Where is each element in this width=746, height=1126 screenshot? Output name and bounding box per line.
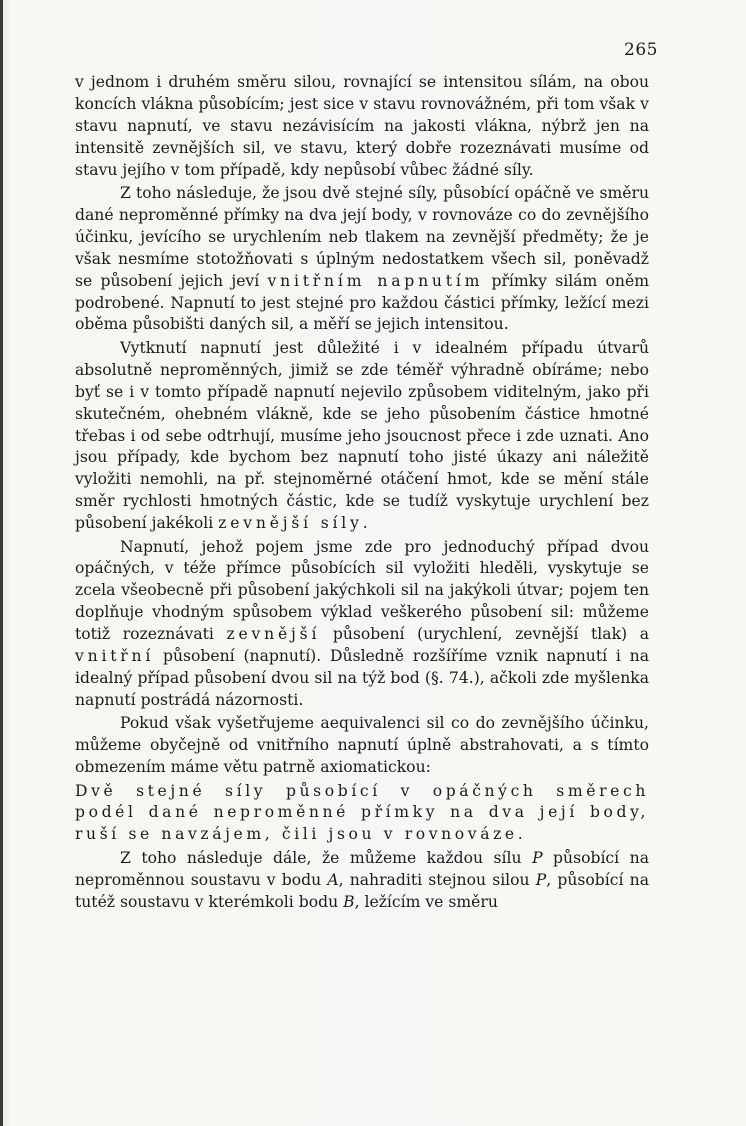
paragraph-6-text-d: , působící na tutéž soustavu v kterémkoli bodu xyxy=(75,870,649,911)
spaced-term-external-force: zevnější síly xyxy=(218,514,363,533)
paragraph-4 xyxy=(75,537,649,712)
paragraph-4-text-b: působení (urychlení, zevnější tlak) a xyxy=(320,625,649,644)
symbol-p: P xyxy=(532,848,543,867)
paragraph-5: Pokud však vyšetřujeme aequivalenci sil co do zevnějšího účinku, můžeme obyčejně od vnitřního napnutí úplně abstrahovati, a s tímto obmezením máme větu patrně axiomatickou: xyxy=(75,714,649,777)
symbol-a: A xyxy=(327,870,339,889)
page-number: 265 xyxy=(624,40,658,60)
spaced-term-external: zevnější xyxy=(226,625,321,644)
body-text xyxy=(75,72,649,913)
spaced-term-internal-tension: vnitřním napnutím xyxy=(267,271,484,290)
page-edge xyxy=(0,0,3,1126)
paragraph-6-text-a: Z toho následuje dále, že můžeme každou sílu xyxy=(120,848,533,867)
paragraph-4-text-a: Napnutí, jehož pojem jsme zde pro jednoduchý případ dvou opáčných, v téže přímce působících sil vyložiti hleděli, vyskytuje se zcela všeobecně při působení jakýchkoli sil na jakýkoli útvar; pojem ten doplňuje vhodným spůsobem výklad veškerého působení sil: můžeme totiž rozeznávati xyxy=(75,537,649,644)
paragraph-3-text-a: Vytknutí napnutí jest důležité i v idealném případu útvarů absolutně neproměnných, jimiž se zde téměř výhradně obíráme; nebo byť se i v tomto případě napnutí nejevilo způsobem viditelným, jako při skutečném, ohebném vlákně, kde se jeho působením částice hmotné třebas i od sebe odtrhují, musíme jeho jsoucnost přece i zde uznati. Ano jsou případy, kde bychom bez napnutí toho jisté úkazy ani náležitě vyložiti nemohli, na př. stejnoměrné otáčení hmot, kde se mění stále směr rychlosti hmotných částic, kde se tudíž vyskytuje urychlení bez působení jakékoli xyxy=(75,338,649,533)
paragraph-6-text-b: působící na neproměnnou soustavu v bodu xyxy=(75,848,649,889)
axiom-text: Dvě stejné síly působící v opáčných směrech podél dané neproměnné přímky na dva její body, ruší se navzájem, čili jsou v rovnováze. xyxy=(75,781,649,844)
paragraph-3-text-b: . xyxy=(362,514,368,533)
paragraph-4-text-c: působení (napnutí). Důsledně rozšíříme vznik napnutí i na idealný případ působení dvou sil na týž bod (§. 74.), ačkoli zde myšlenka napnutí postrádá názornosti. xyxy=(75,647,649,709)
paragraph-6 xyxy=(75,848,649,914)
paragraph-3 xyxy=(75,338,649,535)
paragraph-6-text-c: , nahraditi stejnou silou xyxy=(338,870,536,889)
paragraph-6-text-e: , ležícím ve směru xyxy=(354,892,498,911)
symbol-p-2: P xyxy=(535,870,547,889)
symbol-b: B xyxy=(343,892,355,911)
paragraph-2 xyxy=(75,183,649,336)
spaced-term-internal: vnitřní xyxy=(75,647,155,666)
paragraph-2-text-a: Z toho následuje, že jsou dvě stejné síly, působící opáčně ve směru dané neproměnné přímky na dva její body, v rovnováze co do zevnějšího účinku, jevícího se urychlením neb tlakem na zevnější předměty; že je však nesmíme stotožňovati s úplným nedostatkem všech sil, poněvadž se působení jejich jeví xyxy=(75,184,649,290)
paragraph-1: v jednom i druhém směru silou, rovnající se intensitou sílám, na obou koncích vlákna působícím; jest sice v stavu rovnovážném, při tom však v stavu napnutí, ve stavu nezávisícím na jakosti vlákna, nýbrž jen na intensitě zevnějších sil, ve stavu, který dobře rozeznávati musíme od stavu jejího v tom případě, kdy nepůsobí vůbec žádné síly. xyxy=(75,73,649,179)
axiom-statement xyxy=(75,781,649,847)
paragraph-2-text-b: přímky silám oněm podrobené. Napnutí to jest stejné pro každou částici přímky, ležící mezi oběma působišti daných sil, a měří se jejich intensitou. xyxy=(75,271,649,334)
